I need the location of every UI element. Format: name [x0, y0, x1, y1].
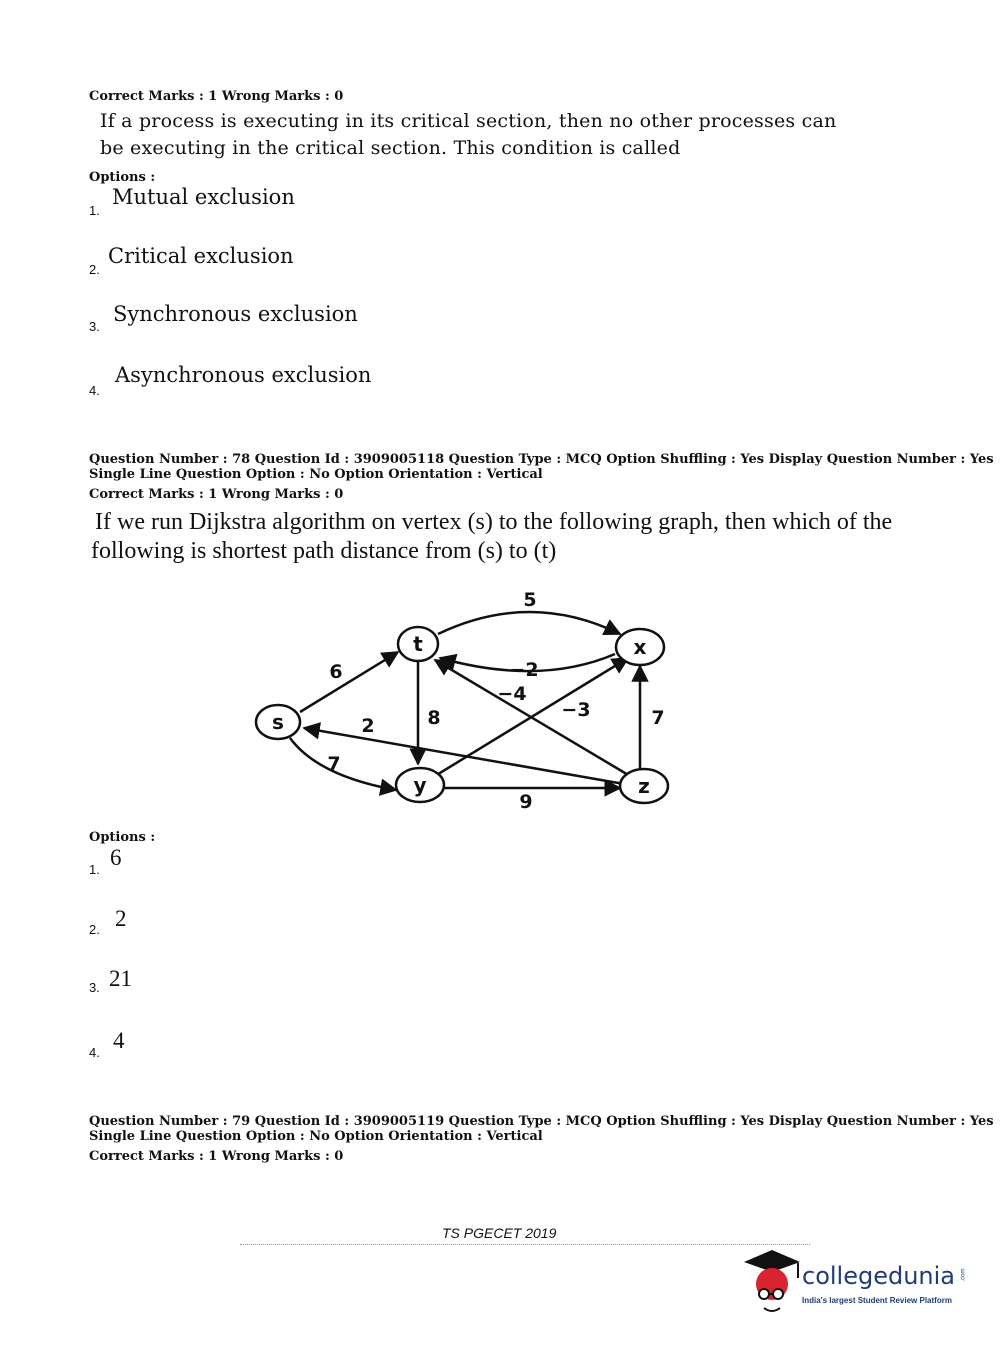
node-z-label: z: [638, 774, 650, 798]
weight-x-t: −2: [509, 659, 539, 681]
edge-s-y: [290, 738, 396, 790]
weight-t-x: 5: [523, 589, 537, 611]
weight-z-t: −4: [497, 683, 527, 705]
q78-option-2[interactable]: 2: [115, 906, 127, 931]
footer-exam-title: TS PGECET 2019: [442, 1225, 557, 1241]
logo-suffix: .com: [960, 1268, 967, 1282]
weight-z-x: 7: [651, 707, 665, 729]
q78-marks: Correct Marks : 1 Wrong Marks : 0: [89, 487, 344, 502]
q77-option-4-number: 4.: [89, 383, 100, 398]
q77-question-text: [100, 108, 836, 162]
q78-option-4-number: 4.: [89, 1045, 100, 1060]
q77-marks: Correct Marks : 1 Wrong Marks : 0: [89, 89, 344, 104]
q78-option-3[interactable]: 21: [109, 966, 132, 991]
q78-question-text: [91, 508, 892, 566]
q79-header: [89, 1114, 994, 1144]
q77-option-4[interactable]: Asynchronous exclusion: [115, 363, 372, 387]
q77-text-line1: If a process is executing in its critical section, then no other processes can: [100, 110, 837, 132]
q77-options-label: Options :: [89, 170, 156, 185]
footer-divider: [240, 1244, 810, 1245]
q78-text-line2: following is shortest path distance from (s) to (t): [91, 538, 557, 564]
logo-tagline: India's largest Student Review Platform: [802, 1296, 952, 1305]
logo-name: collegedunia: [802, 1262, 956, 1290]
dijkstra-graph: [240, 580, 700, 820]
q78-header: [89, 452, 994, 482]
q78-option-4[interactable]: 4: [113, 1028, 125, 1053]
q79-header-line1: Question Number : 79 Question Id : 3909005119 Question Type : MCQ Option Shuffling : Yes Display Question Number : Yes: [89, 1114, 994, 1129]
q78-option-1[interactable]: 6: [110, 845, 122, 870]
q77-option-3[interactable]: Synchronous exclusion: [113, 302, 358, 326]
weight-t-y: 8: [427, 707, 441, 729]
graduation-mascot-icon: [742, 1248, 802, 1318]
q78-options-label: Options :: [89, 830, 156, 845]
weight-s-t: 6: [329, 661, 343, 683]
node-x-label: x: [633, 635, 647, 659]
q77-option-2[interactable]: Critical exclusion: [108, 244, 294, 268]
q77-option-1[interactable]: Mutual exclusion: [112, 185, 295, 209]
q78-option-2-number: 2.: [89, 922, 100, 937]
node-s-label: s: [272, 710, 284, 734]
q78-text-line1: If we run Dijkstra algorithm on vertex (s) to the following graph, then which of the: [95, 509, 893, 535]
node-y-label: y: [413, 773, 427, 797]
collegedunia-logo[interactable]: [742, 1248, 982, 1328]
q78-header-line2: Single Line Question Option : No Option Orientation : Vertical: [89, 467, 543, 482]
q78-option-3-number: 3.: [89, 980, 100, 995]
q79-marks: Correct Marks : 1 Wrong Marks : 0: [89, 1149, 344, 1164]
q77-text-line2: be executing in the critical section. This condition is called: [100, 137, 681, 159]
q78-option-1-number: 1.: [89, 862, 100, 877]
weight-s-y: 7: [327, 753, 341, 775]
edge-z-s: [304, 728, 624, 784]
q77-option-2-number: 2.: [89, 262, 100, 277]
q78-header-line1: Question Number : 78 Question Id : 3909005118 Question Type : MCQ Option Shuffling : Yes Display Question Number : Yes: [89, 452, 994, 467]
edge-t-x: [438, 612, 620, 634]
q79-header-line2: Single Line Question Option : No Option Orientation : Vertical: [89, 1129, 543, 1144]
weight-y-z: 9: [519, 791, 533, 813]
weight-y-x: −3: [561, 699, 591, 721]
q77-option-3-number: 3.: [89, 319, 100, 334]
node-t-label: t: [413, 632, 423, 656]
weight-z-s: 2: [361, 715, 375, 737]
q77-option-1-number: 1.: [89, 203, 100, 218]
edge-s-t: [300, 652, 398, 712]
